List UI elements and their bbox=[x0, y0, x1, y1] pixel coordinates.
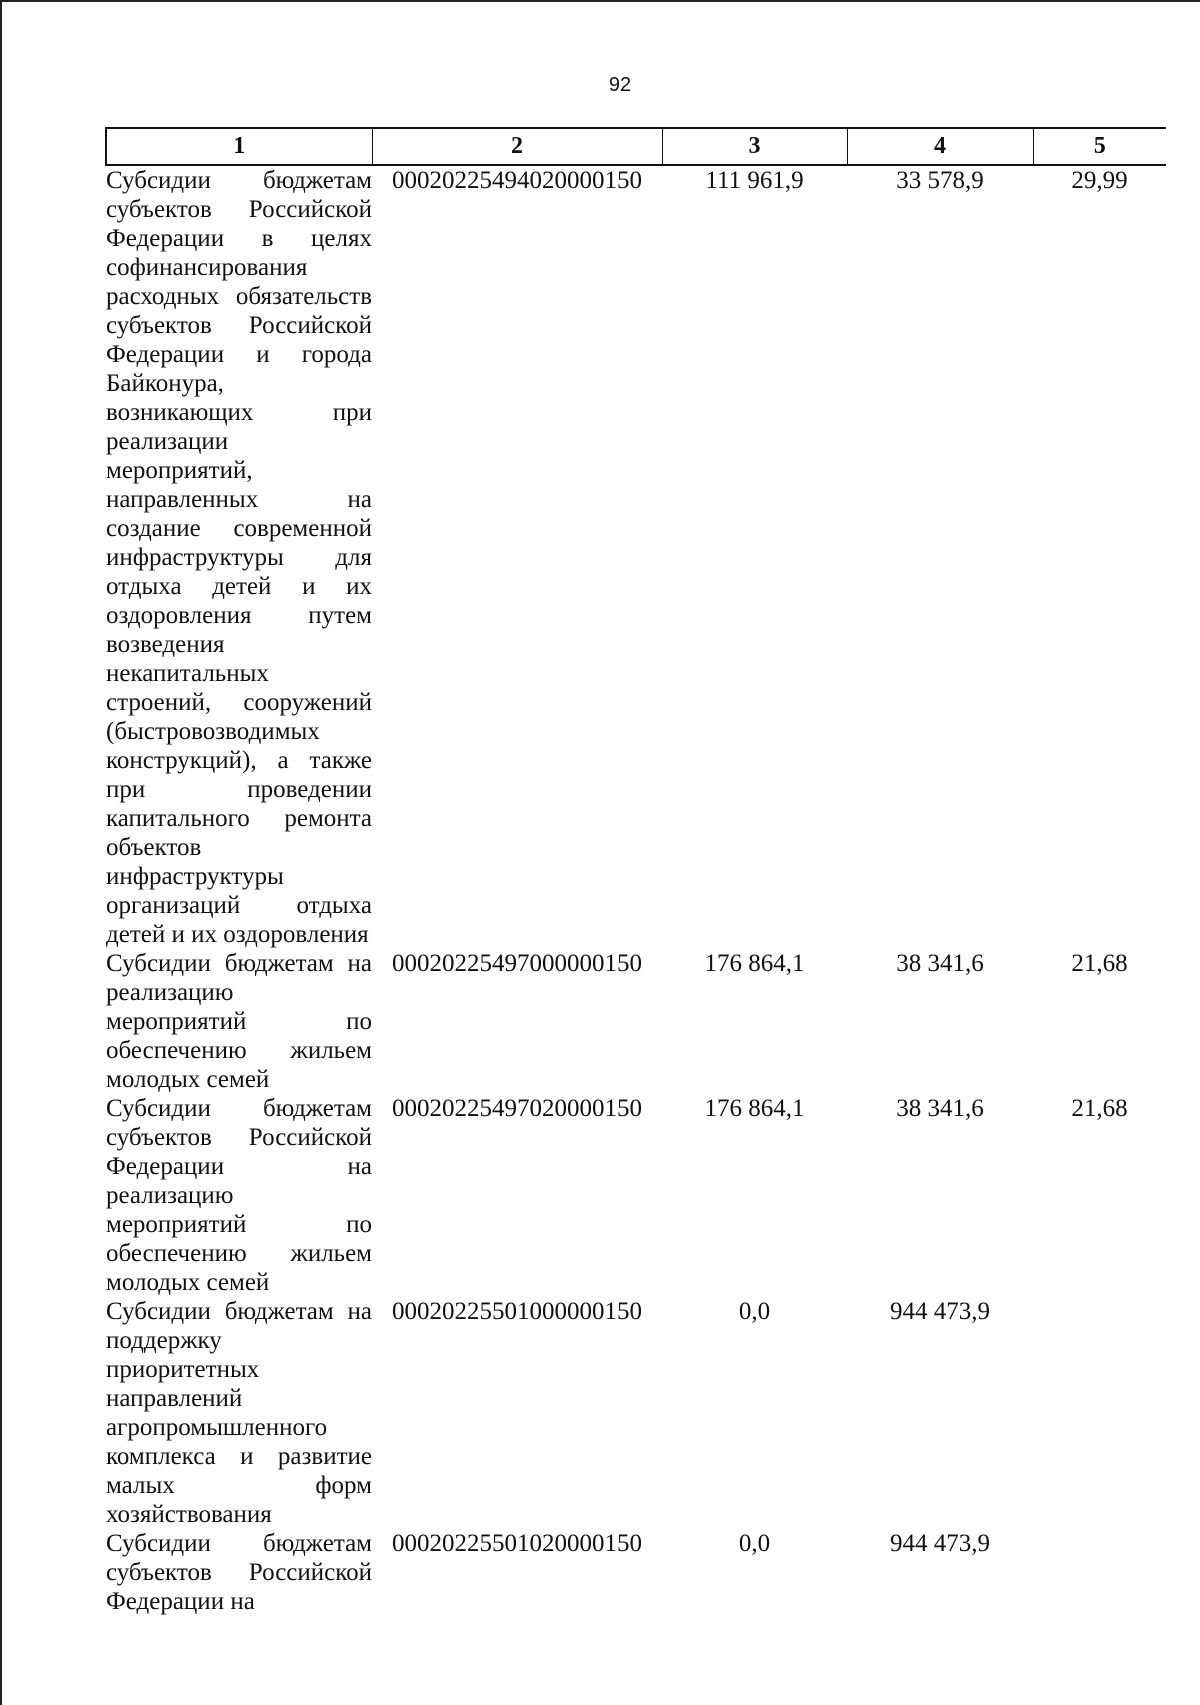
scan-edge-top bbox=[0, 0, 1200, 2]
row-name: Субсидии бюджетам субъектов Российской Федерации в целях софинансирования расходных обязательств субъектов Российской Федерации и города Байконура, возникающих при реализации мероприятий, направленных на создание современной инфраструктуры для отдыха детей и их оздоровления путем возведения некапитальных строений, сооружений (быстровозводимых конструкций), а также при проведении капитального ремонта объектов инфраструктуры организаций отдыха детей и их оздоровления bbox=[106, 167, 372, 948]
row-col-4: 944 473,9 bbox=[890, 1530, 990, 1557]
table-row bbox=[106, 1297, 1166, 1529]
row-code: 00020225501000000150 bbox=[392, 1298, 642, 1325]
row-col-3: 0,0 bbox=[738, 1298, 771, 1325]
row-name: Субсидии бюджетам субъектов Российской Федерации на bbox=[106, 1530, 372, 1615]
table-header-row bbox=[106, 128, 1166, 165]
row-col-5: 21,68 bbox=[1071, 950, 1128, 977]
row-name: Субсидии бюджетам субъектов Российской Федерации на реализацию мероприятий по обеспечению жильем молодых семей bbox=[106, 1095, 372, 1296]
row-code: 00020225497000000150 bbox=[392, 950, 642, 977]
row-col-5 bbox=[1033, 1297, 1166, 1529]
row-col-5: 21,68 bbox=[1071, 1095, 1128, 1122]
row-name: Субсидии бюджетам на поддержку приоритетных направлений агропромышленного комплекса и развитие малых форм хозяйствования bbox=[106, 1298, 372, 1528]
header-col-3: 3 bbox=[662, 128, 847, 165]
row-code: 00020225501020000150 bbox=[392, 1530, 642, 1557]
budget-table bbox=[105, 127, 1166, 1616]
row-col-3: 176 864,1 bbox=[704, 1095, 805, 1122]
row-name: Субсидии бюджетам на реализацию мероприятий по обеспечению жильем молодых семей bbox=[106, 950, 372, 1093]
row-col-4: 944 473,9 bbox=[890, 1298, 990, 1325]
row-col-4: 38 341,6 bbox=[896, 1095, 984, 1122]
row-code: 00020225494020000150 bbox=[392, 167, 642, 194]
header-col-4: 4 bbox=[847, 128, 1033, 165]
row-col-4: 33 578,9 bbox=[896, 167, 984, 194]
row-col-5: 29,99 bbox=[1071, 167, 1128, 194]
header-col-2: 2 bbox=[372, 128, 662, 165]
row-col-5 bbox=[1033, 1529, 1166, 1616]
page-number: 92 bbox=[608, 74, 632, 96]
row-col-3: 111 961,9 bbox=[705, 167, 804, 194]
row-col-4: 38 341,6 bbox=[896, 950, 984, 977]
row-col-3: 176 864,1 bbox=[704, 950, 805, 977]
table-row bbox=[106, 165, 1166, 949]
row-code: 00020225497020000150 bbox=[392, 1095, 642, 1122]
header-col-5: 5 bbox=[1033, 128, 1166, 165]
scan-edge bbox=[0, 0, 2, 1705]
header-col-1: 1 bbox=[106, 128, 372, 165]
table-row bbox=[106, 949, 1166, 1094]
table-row bbox=[106, 1529, 1166, 1616]
table-row bbox=[106, 1094, 1166, 1297]
row-col-3: 0,0 bbox=[738, 1530, 771, 1557]
